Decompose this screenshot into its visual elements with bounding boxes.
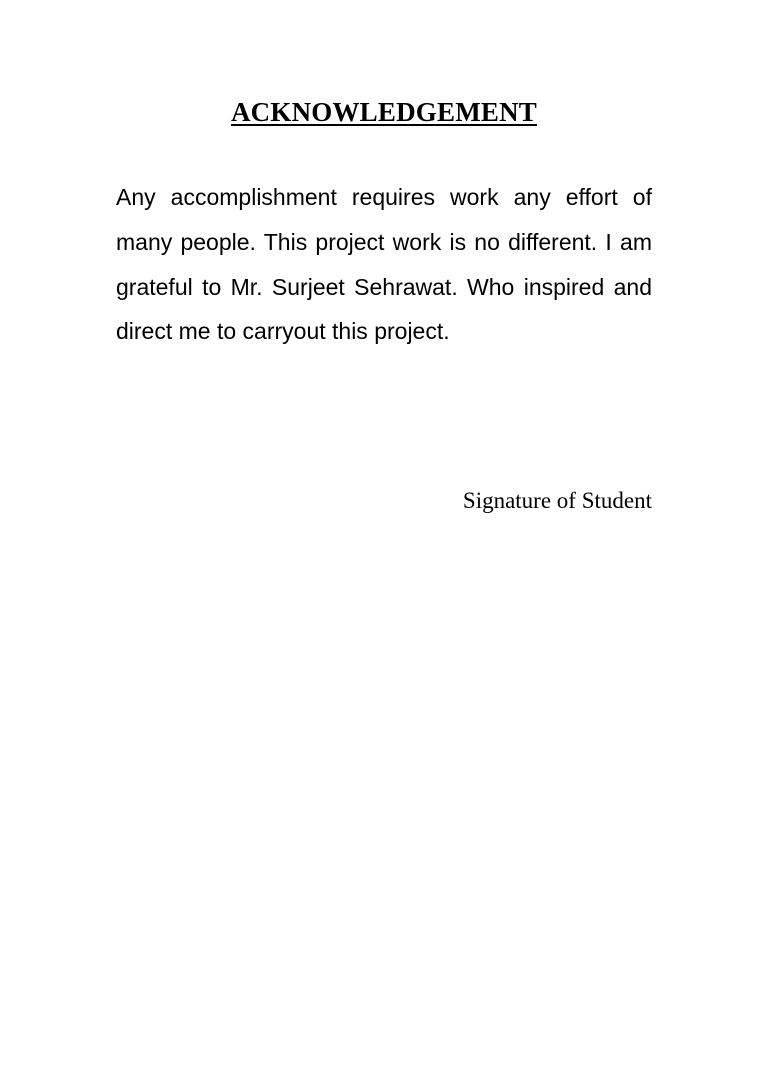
acknowledgement-paragraph: Any accomplishment requires work any effort of many people. This project work is no different. I am grateful to Mr. Surjeet Sehrawat. Who inspired and direct me to carryout this project.	[116, 184, 652, 345]
page-title: ACKNOWLEDGEMENT	[230, 97, 538, 127]
signature-label: Signature of Student	[462, 488, 652, 513]
